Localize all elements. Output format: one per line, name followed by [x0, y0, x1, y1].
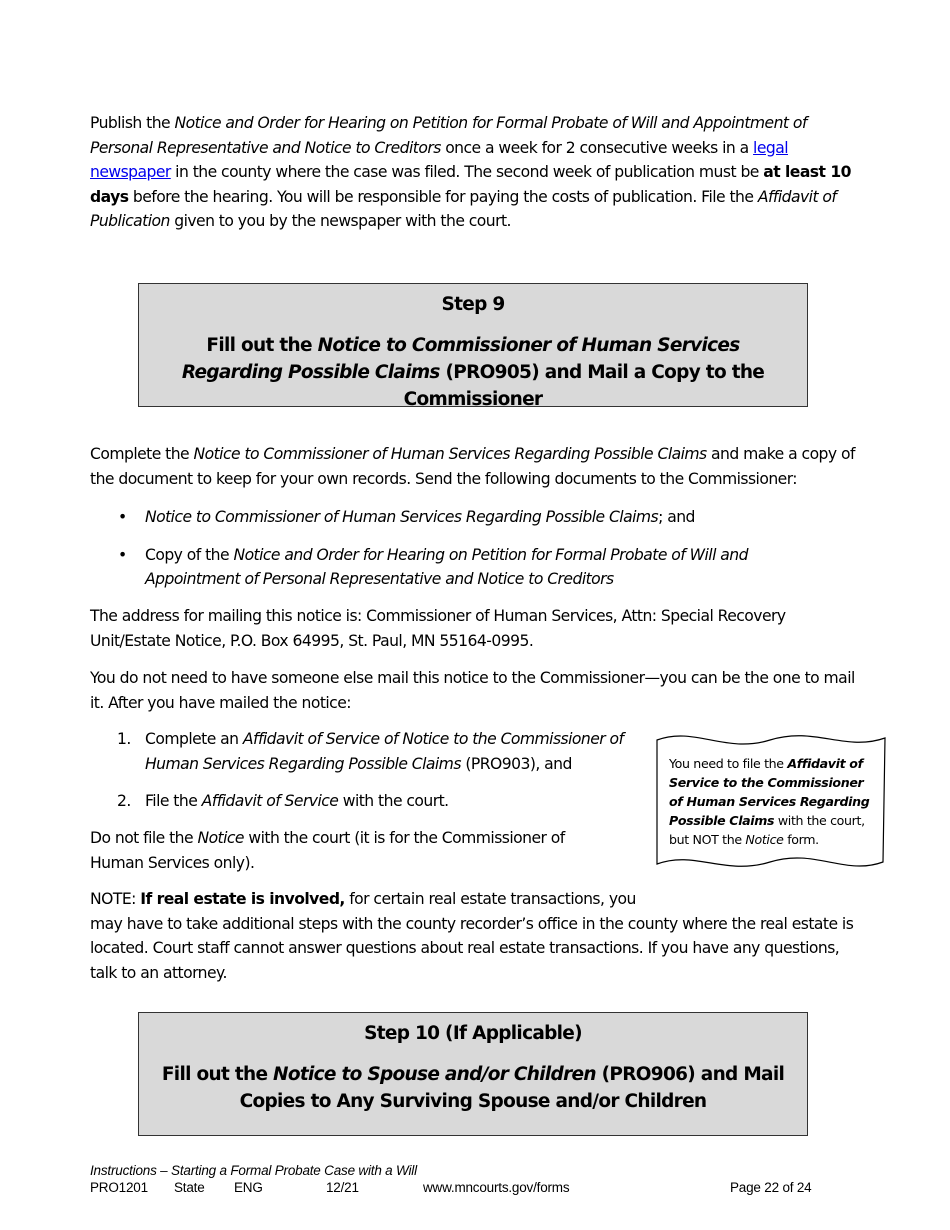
footer-meta [90, 1179, 850, 1196]
step-10-title: Step 10 (If Applicable) [364, 1023, 582, 1044]
step-9-description: Fill out the Notice to Commissioner of Human Services Regarding Possible Claims (PRO905) and Mail a Copy to the Commissioner [181, 335, 765, 410]
callout-note [655, 730, 887, 878]
page-footer [90, 1162, 850, 1196]
bullet-icon: • [118, 508, 127, 526]
mail-yourself-paragraph: You do not need to have someone else mail this notice to the Commissioner—you can be the one to mail it. After you have mailed the notice: [90, 669, 855, 712]
step-10-description: Fill out the Notice to Spouse and/or Children (PRO906) and Mail Copies to Any Surviving Spouse and/or Children [161, 1064, 785, 1112]
form-code: PRO1201 [90, 1180, 148, 1195]
callout-text: You need to file the Affidavit of Service to the Commissioner of Human Services Regarding Possible Claims with the court, but NOT the Notice form. [669, 756, 870, 847]
form-scope: State [174, 1180, 205, 1195]
step-9-title: Step 9 [441, 294, 505, 315]
complete-paragraph: Complete the Notice to Commissioner of Human Services Regarding Possible Claims and make a copy of the document to keep for your own records. Send the following documents to the Commissioner: [90, 445, 855, 488]
address-paragraph: The address for mailing this notice is: Commissioner of Human Services, Attn: Special Recovery Unit/Estate Notice, P.O. Box 64995, St. Paul, MN 55164-0995. [90, 607, 786, 650]
forms-url: www.mncourts.gov/forms [423, 1180, 570, 1195]
bullet-item: • Copy of the Notice and Order for Hearing on Petition for Formal Probate of Will and Appointment of Personal Representative and Notice to Creditors [90, 543, 785, 592]
numbered-item: 1. Complete an Affidavit of Service of Notice to the Commissioner of Human Services Regarding Possible Claims (PRO903), and [117, 730, 624, 773]
do-not-file-paragraph: Do not file the Notice with the court (it is for the Commissioner of Human Services only). [90, 829, 565, 872]
numbered-item: 2. File the Affidavit of Service with the court. [117, 792, 449, 810]
legal-newspaper-link[interactable]: legal newspaper [90, 138, 789, 181]
step-9-box [138, 283, 808, 410]
after-mailing-steps-list [90, 727, 650, 814]
page-number: Page 22 of 24 [730, 1180, 812, 1195]
real-estate-note: NOTE: If real estate is involved, for certain real estate transactions, you may have to take additional steps with the county recorder’s office in the county where the real estate is located. Court staff cannot answer questions about real estate transactions. If you have any questions, talk to an attorney. [90, 890, 854, 982]
footer-title: Instructions – Starting a Formal Probate Case with a Will [90, 1163, 417, 1178]
bullet-icon: • [118, 545, 127, 564]
documents-bullet-list [90, 505, 870, 592]
bullet-item: • Notice to Commissioner of Human Services Regarding Possible Claims; and [90, 505, 870, 530]
publish-paragraph: Publish the Notice and Order for Hearing on Petition for Formal Probate of Will and Appointment of Personal Representative and Notice to Creditors once a week for 2 consecutive weeks in a legal newspaper in the county where the case was filed. The second week of publication must be at least 10 days before the hearing. You will be responsible for paying the costs of publication. File the Affidavit of Publication given to you by the newspaper with the court. [90, 114, 851, 230]
step-10-box [138, 1012, 808, 1136]
form-language: ENG [234, 1180, 263, 1195]
form-date: 12/21 [326, 1180, 359, 1195]
